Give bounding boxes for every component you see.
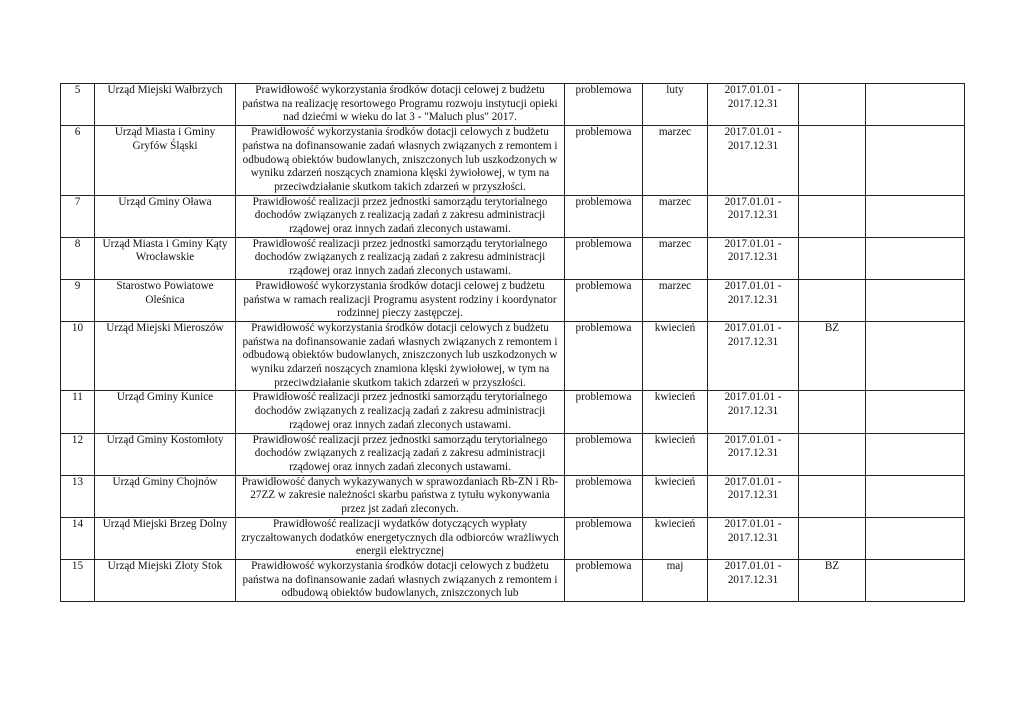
audit-type-cell: problemowa — [565, 433, 643, 475]
extra-cell — [866, 126, 965, 196]
notes-cell: BZ — [799, 559, 866, 601]
audit-period-cell: 2017.01.01 - 2017.12.31 — [708, 126, 799, 196]
audit-subject-cell: Prawidłowość realizacji przez jednostki samorządu terytorialnego dochodów związanych z realizacją zadań z zakresu administracji rządowej oraz innych zadań zleconych ustawami. — [236, 391, 565, 433]
row-number-cell: 13 — [61, 475, 95, 517]
row-number-cell: 8 — [61, 237, 95, 279]
table-row — [61, 559, 965, 601]
audit-month-cell: marzec — [643, 195, 708, 237]
audited-unit-cell: Urząd Miasta i Gminy Kąty Wrocławskie — [95, 237, 236, 279]
extra-cell — [866, 321, 965, 391]
audit-plan-table — [60, 83, 965, 602]
row-number-cell: 12 — [61, 433, 95, 475]
audit-subject-cell: Prawidłowość wykorzystania środków dotacji celowych z budżetu państwa na dofinansowanie zadań własnych związanych z remontem i odbudową obiektów budowlanych, zniszczonych lub uszkodzonych w wyniku zdarzeń noszących znamiona klęski żywiołowej, w tym na przeciwdziałanie skutkom takich zdarzeń w przyszłości. — [236, 126, 565, 196]
audit-subject-cell: Prawidłowość realizacji wydatków dotyczących wypłaty zryczałtowanych dodatków energetycznych dla odbiorców wrażliwych energii elektrycznej — [236, 517, 565, 559]
table-row — [61, 321, 965, 391]
row-number-cell: 11 — [61, 391, 95, 433]
audited-unit-cell: Urząd Miejski Mieroszów — [95, 321, 236, 391]
notes-cell — [799, 195, 866, 237]
notes-cell — [799, 433, 866, 475]
row-number-cell: 5 — [61, 84, 95, 126]
audit-subject-cell: Prawidłowość wykorzystania środków dotacji celowych z budżetu państwa na dofinansowanie zadań własnych związanych z remontem i odbudową obiektów budowlanych, zniszczonych lub — [236, 559, 565, 601]
audit-subject-cell: Prawidłowość wykorzystania środków dotacji celowej z budżetu państwa na realizację resortowego Programu rozwoju instytucji opieki nad dziećmi w wieku do lat 3 - "Maluch plus" 2017. — [236, 84, 565, 126]
notes-cell — [799, 126, 866, 196]
audit-month-cell: kwiecień — [643, 433, 708, 475]
notes-cell — [799, 237, 866, 279]
audit-subject-cell: Prawidłowość danych wykazywanych w sprawozdaniach Rb-ZN i Rb-27ZZ w zakresie należności skarbu państwa z tytułu wykonywania przez jst zadań zleconych. — [236, 475, 565, 517]
audit-subject-cell: Prawidłowość realizacji przez jednostki samorządu terytorialnego dochodów związanych z realizacją zadań z zakresu administracji rządowej oraz innych zadań zleconych ustawami. — [236, 237, 565, 279]
audited-unit-cell: Urząd Miejski Wałbrzych — [95, 84, 236, 126]
audit-type-cell: problemowa — [565, 391, 643, 433]
audit-month-cell: kwiecień — [643, 475, 708, 517]
audit-type-cell: problemowa — [565, 237, 643, 279]
audit-period-cell: 2017.01.01 - 2017.12.31 — [708, 475, 799, 517]
audit-month-cell: kwiecień — [643, 321, 708, 391]
table-row — [61, 517, 965, 559]
audit-period-cell: 2017.01.01 - 2017.12.31 — [708, 84, 799, 126]
audit-type-cell: problemowa — [565, 517, 643, 559]
table-row — [61, 433, 965, 475]
extra-cell — [866, 391, 965, 433]
extra-cell — [866, 195, 965, 237]
table-row — [61, 279, 965, 321]
audit-subject-cell: Prawidłowość wykorzystania środków dotacji celowych z budżetu państwa na dofinansowanie zadań własnych związanych z remontem i odbudową obiektów budowlanych, zniszczonych lub uszkodzonych w wyniku zdarzeń noszących znamiona klęski żywiołowej, w tym na przeciwdziałanie skutkom takich zdarzeń w przyszłości. — [236, 321, 565, 391]
extra-cell — [866, 517, 965, 559]
audit-period-cell: 2017.01.01 - 2017.12.31 — [708, 517, 799, 559]
notes-cell — [799, 475, 866, 517]
audited-unit-cell: Urząd Miasta i Gminy Gryfów Śląski — [95, 126, 236, 196]
audit-period-cell: 2017.01.01 - 2017.12.31 — [708, 279, 799, 321]
audit-month-cell: maj — [643, 559, 708, 601]
table-row — [61, 126, 965, 196]
audit-type-cell: problemowa — [565, 321, 643, 391]
table-row — [61, 237, 965, 279]
audited-unit-cell: Urząd Gminy Kostomłoty — [95, 433, 236, 475]
row-number-cell: 6 — [61, 126, 95, 196]
audit-type-cell: problemowa — [565, 126, 643, 196]
audit-period-cell: 2017.01.01 - 2017.12.31 — [708, 321, 799, 391]
row-number-cell: 10 — [61, 321, 95, 391]
extra-cell — [866, 279, 965, 321]
extra-cell — [866, 475, 965, 517]
audit-period-cell: 2017.01.01 - 2017.12.31 — [708, 433, 799, 475]
notes-cell — [799, 517, 866, 559]
audit-type-cell: problemowa — [565, 279, 643, 321]
notes-cell — [799, 391, 866, 433]
audited-unit-cell: Urząd Miejski Brzeg Dolny — [95, 517, 236, 559]
notes-cell — [799, 279, 866, 321]
audit-subject-cell: Prawidłowość realizacji przez jednostki samorządu terytorialnego dochodów związanych z realizacją zadań z zakresu administracji rządowej oraz innych zadań zleconych ustawami. — [236, 195, 565, 237]
extra-cell — [866, 559, 965, 601]
row-number-cell: 15 — [61, 559, 95, 601]
table-row — [61, 475, 965, 517]
audited-unit-cell: Urząd Gminy Chojnów — [95, 475, 236, 517]
audited-unit-cell: Urząd Gminy Oława — [95, 195, 236, 237]
audited-unit-cell: Starostwo Powiatowe Oleśnica — [95, 279, 236, 321]
audit-month-cell: kwiecień — [643, 391, 708, 433]
audited-unit-cell: Urząd Miejski Złoty Stok — [95, 559, 236, 601]
row-number-cell: 7 — [61, 195, 95, 237]
audit-period-cell: 2017.01.01 - 2017.12.31 — [708, 391, 799, 433]
table-row — [61, 195, 965, 237]
audit-month-cell: marzec — [643, 279, 708, 321]
table-row — [61, 84, 965, 126]
table-body — [61, 84, 965, 602]
audited-unit-cell: Urząd Gminy Kunice — [95, 391, 236, 433]
audit-month-cell: kwiecień — [643, 517, 708, 559]
notes-cell — [799, 84, 866, 126]
audit-type-cell: problemowa — [565, 559, 643, 601]
extra-cell — [866, 433, 965, 475]
notes-cell: BZ — [799, 321, 866, 391]
table-row — [61, 391, 965, 433]
row-number-cell: 9 — [61, 279, 95, 321]
extra-cell — [866, 237, 965, 279]
audit-month-cell: marzec — [643, 237, 708, 279]
audit-type-cell: problemowa — [565, 195, 643, 237]
audit-month-cell: luty — [643, 84, 708, 126]
audit-month-cell: marzec — [643, 126, 708, 196]
audit-period-cell: 2017.01.01 - 2017.12.31 — [708, 237, 799, 279]
audit-subject-cell: Prawidłowość wykorzystania środków dotacji celowej z budżetu państwa w ramach realizacji Programu asystent rodziny i koordynator rodzinnej pieczy zastępczej. — [236, 279, 565, 321]
row-number-cell: 14 — [61, 517, 95, 559]
audit-type-cell: problemowa — [565, 84, 643, 126]
audit-period-cell: 2017.01.01 - 2017.12.31 — [708, 195, 799, 237]
audit-subject-cell: Prawidłowość realizacji przez jednostki samorządu terytorialnego dochodów związanych z realizacją zadań z zakresu administracji rządowej oraz innych zadań zleconych ustawami. — [236, 433, 565, 475]
extra-cell — [866, 84, 965, 126]
audit-period-cell: 2017.01.01 - 2017.12.31 — [708, 559, 799, 601]
audit-type-cell: problemowa — [565, 475, 643, 517]
